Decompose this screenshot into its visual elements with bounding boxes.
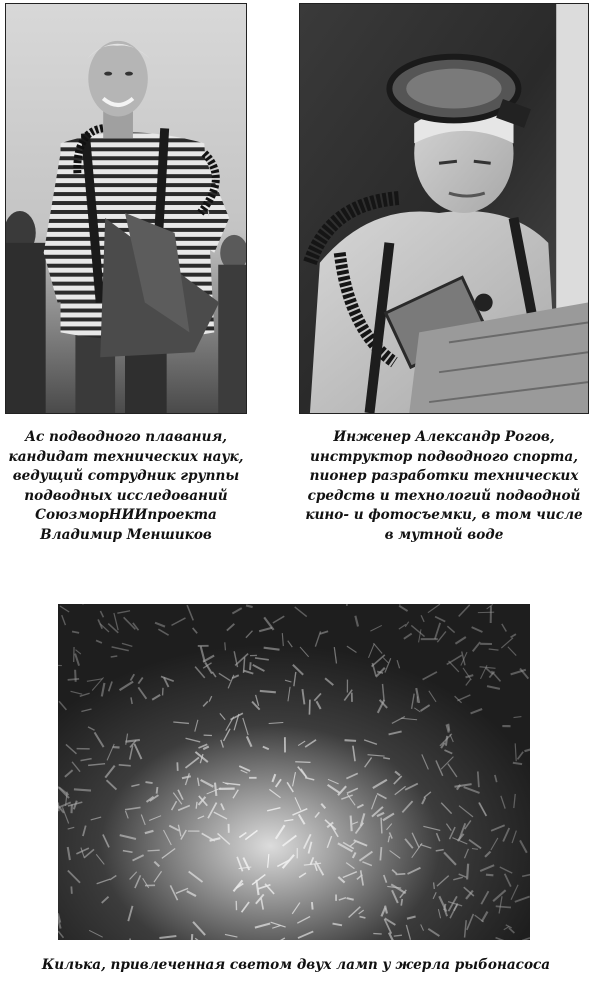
caption-line: Килька, привлеченная светом двух ламп у жерла рыбонасоса [41,957,551,973]
caption-menshikov [0,428,252,546]
caption-line: Инженер Александр Рогов, [333,429,555,445]
photo-diver-rogov [299,3,589,414]
fish-stroke [351,816,352,832]
fish-stroke [250,662,251,670]
caption-line: инструктор подводного спорта, [310,448,578,465]
caption-rogov [296,428,592,546]
fish-stroke [446,736,447,746]
fish-stroke [75,670,76,682]
fish-stroke [68,679,79,680]
fish-stroke [295,762,310,763]
caption-line: в мутной воде [384,526,504,543]
fish-stroke [396,874,406,875]
fish-stroke [347,604,348,606]
fish-stroke [74,789,91,790]
fish-stroke [380,847,381,860]
fish-stroke [401,899,402,906]
caption-line: кандидат технических наук, [8,448,244,465]
photo-diver-menshikov [5,3,247,414]
fish-stroke [434,882,435,888]
fish-stroke [312,902,313,910]
fish-stroke [111,656,118,657]
caption-kilka [0,956,592,976]
fish-stroke [119,765,131,766]
caption-line: подводных исследований [24,487,228,504]
fish-stroke [381,818,382,834]
fish-stroke [157,787,158,794]
fish-stroke [383,758,390,759]
caption-line: Ас подводного плавания, [24,429,228,445]
photo-fish-school [58,604,530,940]
fish-stroke [196,802,197,809]
fish-stroke [394,935,402,936]
fish-stroke [215,783,216,796]
fish-stroke [467,864,468,880]
fish-stroke [145,782,152,783]
fish-stroke [513,763,522,764]
fish-stroke [486,875,493,876]
caption-line: ведущий сотрудник группы [12,468,240,485]
caption-line: СоюзморНИИпроекта [35,507,217,524]
caption-line: пионер разработки технических [309,468,579,485]
caption-line: средств и технологий подводной [307,487,581,504]
fish-stroke [260,691,276,692]
fish-stroke [148,850,160,851]
fish-stroke [58,665,62,666]
caption-line: кино- и фотосъемки, в том числе [305,507,583,524]
caption-line: Владимир Меншиков [40,526,212,543]
fish-stroke [345,740,357,741]
fish-stroke [478,771,479,787]
fish-stroke [225,642,226,650]
